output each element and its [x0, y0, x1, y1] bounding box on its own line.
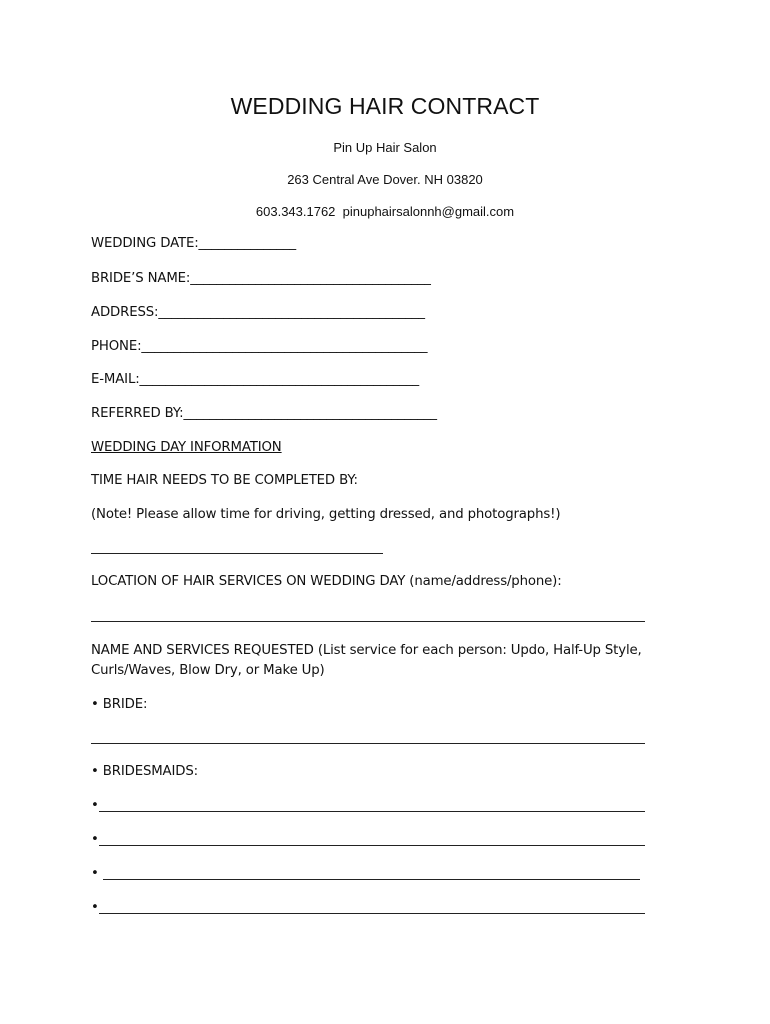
- bridesmaid-2-blank[interactable]: [99, 845, 645, 846]
- location-label: LOCATION OF HAIR SERVICES ON WEDDING DAY (name/address/phone):: [91, 574, 562, 589]
- bridesmaid-bullet: •: [91, 866, 99, 881]
- wedding-day-info-heading: WEDDING DAY INFORMATION: [91, 440, 282, 455]
- completion-time-label: TIME HAIR NEEDS TO BE COMPLETED BY:: [91, 473, 358, 488]
- salon-contact: 603.343.1762 pinuphairsalonnh@gmail.com: [255, 204, 515, 219]
- bride-services-label: • BRIDE:: [91, 697, 148, 712]
- bridesmaid-bullet: •: [91, 798, 99, 813]
- wedding-date-field[interactable]: WEDDING DATE:_______________: [91, 236, 297, 251]
- phone-field[interactable]: PHONE:____________________________________________: [91, 339, 428, 354]
- email-field[interactable]: E-MAIL:___________________________________________: [91, 372, 419, 387]
- referred-by-field[interactable]: REFERRED BY:_______________________________________: [91, 406, 437, 421]
- bridesmaid-4-blank[interactable]: [99, 913, 645, 914]
- time-note: (Note! Please allow time for driving, getting dressed, and photographs!): [91, 507, 561, 522]
- bridesmaid-1-blank[interactable]: [99, 811, 645, 812]
- completion-time-blank[interactable]: [91, 553, 383, 554]
- bride-services-blank[interactable]: [91, 743, 645, 744]
- bridesmaid-bullet: •: [91, 832, 99, 847]
- bridesmaid-3-blank[interactable]: [103, 879, 640, 880]
- bride-name-field[interactable]: BRIDE’S NAME:_____________________________________: [91, 271, 431, 286]
- salon-address: 263 Central Ave Dover. NH 03820: [287, 172, 483, 187]
- document-title: WEDDING HAIR CONTRACT: [230, 93, 540, 119]
- bridesmaid-bullet: •: [91, 900, 99, 915]
- location-blank[interactable]: [91, 621, 645, 622]
- address-field[interactable]: ADDRESS:_________________________________________: [91, 305, 425, 320]
- services-options-label: Curls/Waves, Blow Dry, or Make Up): [91, 663, 325, 678]
- services-requested-label: NAME AND SERVICES REQUESTED (List service for each person: Updo, Half-Up Style,: [91, 643, 642, 658]
- salon-name: Pin Up Hair Salon: [333, 140, 437, 155]
- bridesmaids-label: • BRIDESMAIDS:: [91, 764, 198, 779]
